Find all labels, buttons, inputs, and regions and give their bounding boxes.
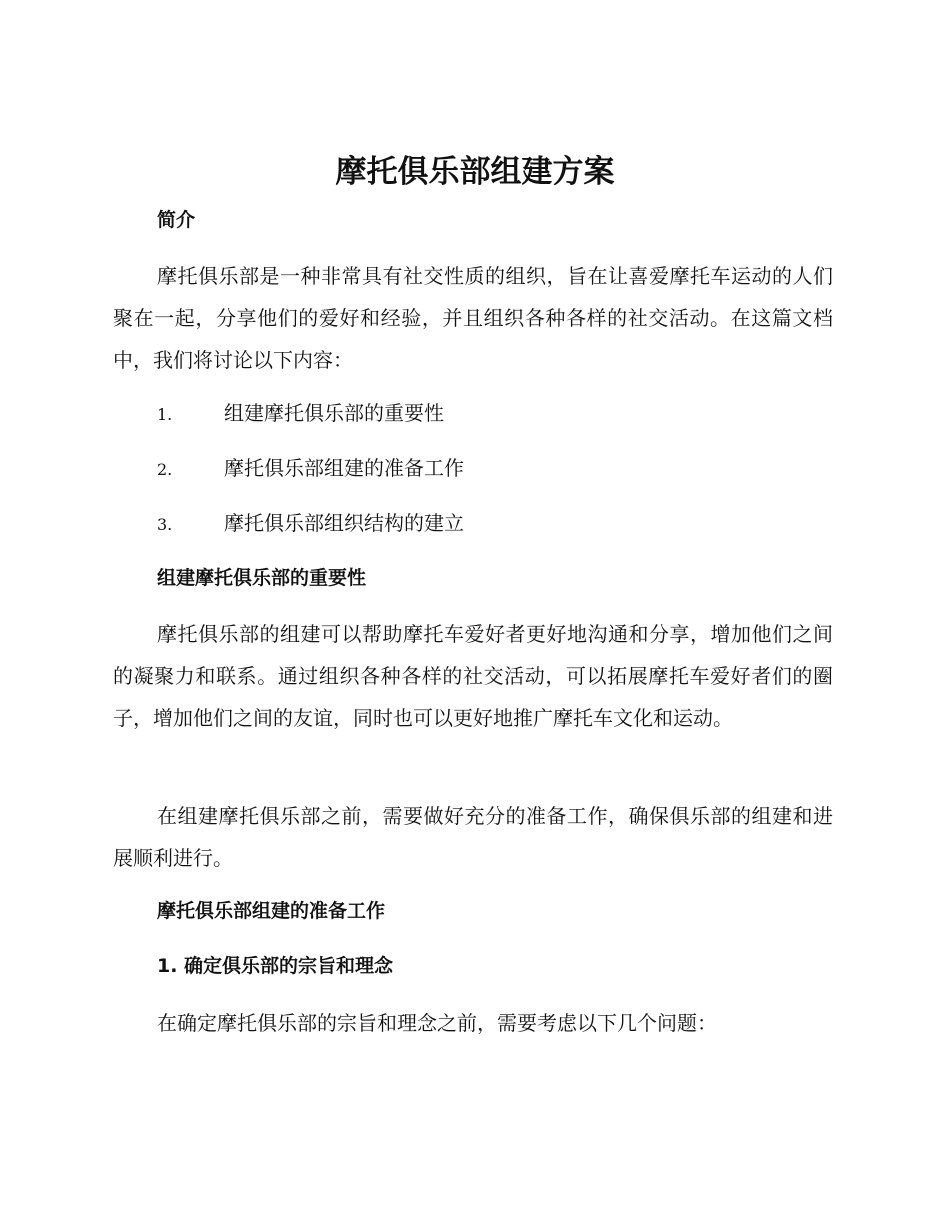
importance-paragraph-1: 摩托俱乐部的组建可以帮助摩托车爱好者更好地沟通和分享，增加他们之间的凝聚力和联系。通过组织各种各样的社交活动，可以拓展摩托车爱好者们的圈子，增加他们之间的友谊，同时也可以更好地推广摩托车文化和运动。 bbox=[113, 622, 833, 730]
list-item-text: 摩托俱乐部组建的准备工作 bbox=[224, 456, 464, 480]
prep-subheading: 1. 确定俱乐部的宗旨和理念 bbox=[157, 955, 394, 977]
list-item-number: 3. bbox=[157, 515, 173, 534]
importance-paragraph-2: 在组建摩托俱乐部之前，需要做好充分的准备工作，确保俱乐部的组建和进展顺利进行。 bbox=[113, 804, 833, 870]
list-item-text: 摩托俱乐部组织结构的建立 bbox=[224, 511, 464, 535]
list-item bbox=[157, 398, 444, 430]
list-item-number: 1. bbox=[157, 405, 173, 424]
importance-heading: 组建摩托俱乐部的重要性 bbox=[157, 567, 367, 589]
list-item bbox=[157, 453, 464, 485]
list-item-text: 组建摩托俱乐部的重要性 bbox=[224, 401, 444, 425]
prep-heading: 摩托俱乐部组建的准备工作 bbox=[157, 900, 386, 922]
list-item bbox=[157, 508, 464, 540]
document-title: 摩托俱乐部组建方案 bbox=[335, 154, 615, 190]
intro-paragraph: 摩托俱乐部是一种非常具有社交性质的组织，旨在让喜爱摩托车运动的人们聚在一起，分享他们的爱好和经验，并且组织各种各样的社交活动。在这篇文档中，我们将讨论以下内容： bbox=[113, 264, 833, 372]
list-item-number: 2. bbox=[157, 460, 173, 479]
prep-paragraph: 在确定摩托俱乐部的宗旨和理念之前，需要考虑以下几个问题： bbox=[157, 1011, 717, 1035]
intro-heading: 简介 bbox=[157, 209, 196, 231]
